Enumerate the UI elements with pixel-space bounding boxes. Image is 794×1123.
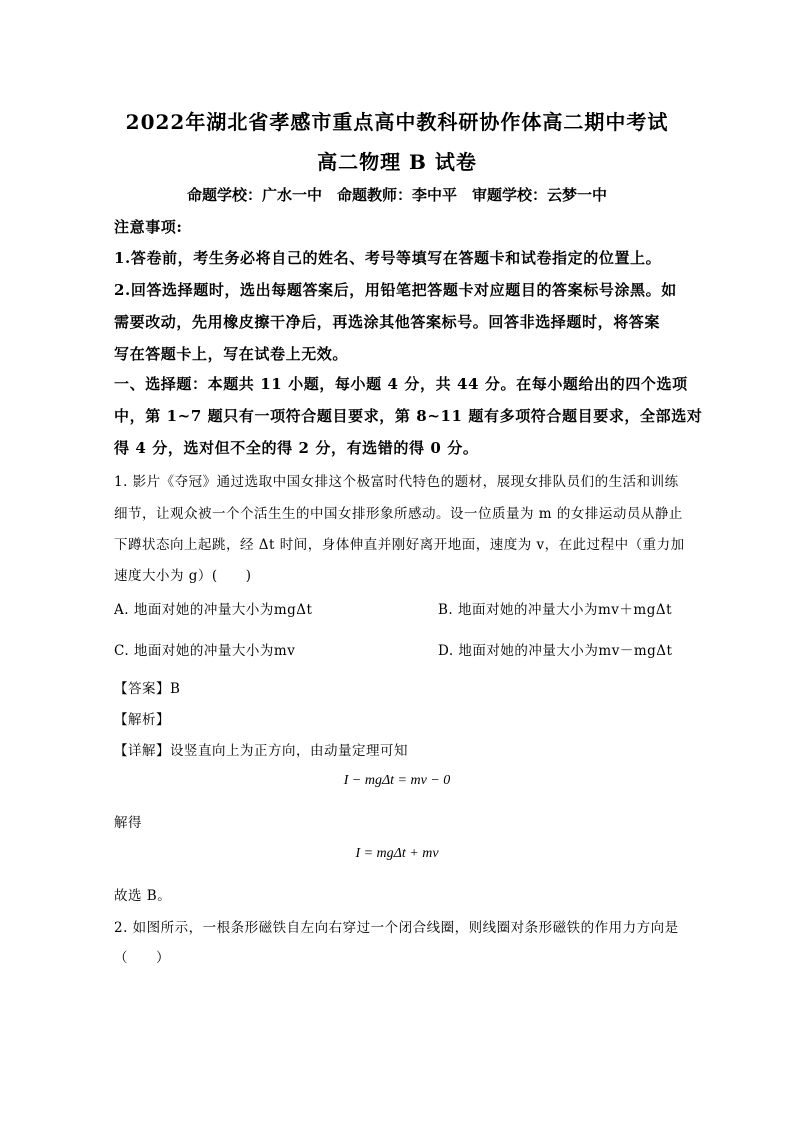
section-heading-line: 中，第 1~7 题只有一项符合题目要求，第 8~11 题有多项符合题目要求，全部选对 — [114, 407, 703, 425]
option-b: B. 地面对她的冲量大小为mv＋mgΔt — [438, 602, 673, 618]
notice-line: 2.回答选择题时，选出每题答案后，用铅笔把答题卡对应题目的答案标号涂黑。如 — [114, 281, 677, 299]
exam-title: 2022年湖北省孝感市重点高中教科研协作体高二期中考试 — [125, 110, 669, 134]
question-1-line: 下蹲状态向上起跳，经 Δt 时间，身体伸直并刚好离开地面，速度为 v，在此过程中（重力加 — [114, 537, 685, 553]
option-d: D. 地面对她的冲量大小为mv－mgΔt — [438, 643, 673, 659]
question-1-line: 速度大小为 g）( ) — [114, 568, 252, 584]
option-a: A. 地面对她的冲量大小为mgΔt — [114, 602, 313, 618]
section-heading-line: 一、选择题：本题共 11 小题，每小题 4 分，共 44 分。在每小题给出的四个选项 — [114, 375, 688, 393]
question-1-line: 细节，让观众被一个个活生生的中国女排形象所感动。设一位质量为 m 的女排运动员从静止 — [114, 506, 683, 522]
analysis-label: 【解析】 — [114, 712, 170, 728]
section-heading-line: 得 4 分，选对但不全的得 2 分，有选错的得 0 分。 — [114, 439, 479, 457]
question-2-line: （ ） — [114, 950, 170, 966]
option-c: C. 地面对她的冲量大小为mv — [114, 643, 296, 659]
formula-momentum: I − mgΔt = mv − 0 — [343, 773, 451, 788]
notice-line: 1.答卷前，考生务必将自己的姓名、考号等填写在答题卡和试卷指定的位置上。 — [114, 249, 662, 267]
answer-label: 【答案】B — [114, 681, 181, 697]
question-1-line: 1. 影片《夺冠》通过选取中国女排这个极富时代特色的题材，展现女排队员们的生活和训练 — [114, 474, 679, 490]
formula-result: I = mgΔt + mv — [355, 846, 439, 861]
solve-label: 解得 — [114, 815, 142, 831]
exam-meta: 命题学校：广水一中 命题教师：李中平 审题学校：云梦一中 — [186, 186, 607, 204]
notice-line: 写在答题卡上，写在试卷上无效。 — [114, 345, 349, 363]
notice-line: 需要改动，先用橡皮擦干净后，再选涂其他答案标号。回答非选择题时，将答案 — [114, 313, 661, 331]
detail-text: 【详解】设竖直向上为正方向，由动量定理可知 — [114, 743, 408, 759]
conclusion-text: 故选 B。 — [114, 888, 172, 904]
exam-subtitle: 高二物理 B 试卷 — [317, 150, 477, 174]
question-2-line: 2. 如图所示，一根条形磁铁自左向右穿过一个闭合线圈，则线圈对条形磁铁的作用力方向是 — [114, 920, 679, 936]
notice-heading: 注意事项: — [114, 218, 183, 236]
